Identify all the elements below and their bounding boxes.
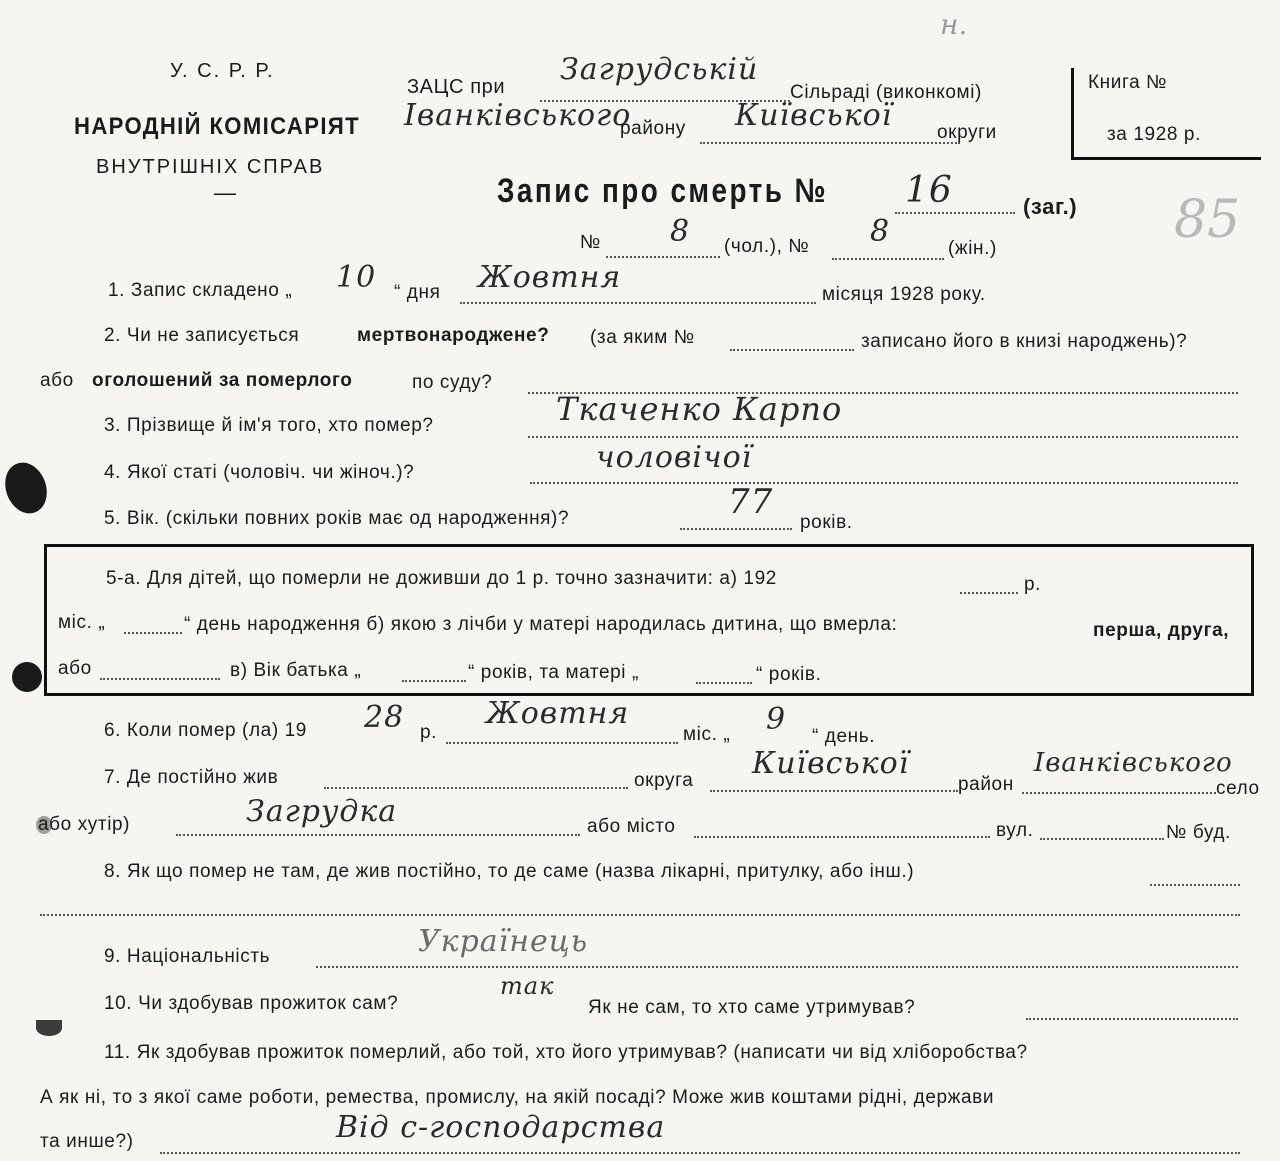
item-2-label: 2. Чи не записується — [104, 325, 300, 346]
item-3-line — [528, 436, 1238, 438]
item-7-rayon-handwritten: Іванківського — [1034, 748, 1233, 778]
item-2-end: записано його в книзі народжень)? — [861, 331, 1188, 352]
item-7-line — [324, 787, 628, 789]
item-5a-line3-pre: або — [58, 658, 92, 679]
margin-mark: 85 — [1174, 190, 1241, 250]
item-5a-line1-end: р. — [1024, 574, 1042, 595]
village-handwritten: Загрудській — [560, 52, 759, 87]
silradi-label: Сільраді (виконкомі) — [790, 82, 982, 103]
item-7b-street-line — [1040, 838, 1164, 840]
item-10-end: Як не сам, то хто саме утримував? — [588, 997, 916, 1018]
item-5-end: років. — [800, 512, 853, 533]
item-7b-vul: вул. — [996, 820, 1034, 841]
item-11-line — [160, 1152, 1240, 1154]
item-5a-father-line — [402, 680, 466, 682]
item-6-day-handwritten: 9 — [766, 702, 787, 737]
zags-label: ЗАЦС при — [407, 76, 506, 98]
page-title: Запис про смерть № — [497, 172, 829, 210]
item-5a-year-line — [960, 592, 1018, 594]
title-number-line — [895, 212, 1015, 214]
zag-label: (заг.) — [1023, 194, 1078, 219]
item-1-month-line — [460, 302, 816, 304]
item-11-line1: 11. Як здобував прожиток померлий, або той, хто його утримував? (написати чи від хліборобства? — [104, 1042, 1028, 1063]
item-6-year-handwritten: 28 — [364, 700, 405, 735]
item-5a-line1: 5-а. Для дітей, що померли не доживши до 1 р. точно зазначити: а) 192 — [106, 568, 777, 589]
item-3-label: 3. Прізвище й ім'я того, хто помер? — [104, 415, 434, 436]
item-2b-bold: оголошений за померлого — [92, 370, 353, 391]
item-4-sex-handwritten: чоловічої — [596, 440, 753, 475]
item-9-label: 9. Національність — [104, 946, 271, 967]
district-handwritten: Іванківського — [404, 98, 632, 133]
item-7b-label: або хутір) — [38, 814, 131, 835]
item-2b-pre: або — [40, 370, 74, 391]
item-5a-line3-end: “ років. — [756, 664, 822, 685]
rayonu-label: району — [620, 118, 686, 139]
item-6-mis: міс. „ — [683, 724, 731, 745]
header-department: ВНУТРІШНІХ СПРАВ — [96, 156, 325, 178]
header-commissariat: НАРОДНІЙ КОМІСАРІЯТ — [74, 113, 360, 140]
item-4-label: 4. Якої статі (чоловіч. чи жіноч.)? — [104, 462, 415, 483]
item-7-okrug-line — [710, 790, 958, 792]
item-10-value-handwritten: так — [500, 972, 555, 1000]
ink-blot — [0, 457, 54, 520]
item-5-label: 5. Вік. (скільки повних років має од народження)? — [104, 508, 570, 529]
item-6-month-line — [446, 742, 678, 744]
item-1-label: 1. Запис складено „ — [108, 280, 293, 301]
item-4-line — [530, 482, 1238, 484]
item-6-month-handwritten: Жовтня — [486, 696, 630, 731]
item-10-line — [1026, 1018, 1238, 1020]
item-3-name-handwritten: Ткаченко Карпо — [556, 390, 843, 428]
item-9-nationality-handwritten: Українець — [418, 924, 589, 959]
item-1-day-handwritten: 10 — [336, 260, 377, 295]
corner-mark: н. — [940, 8, 968, 41]
chol-label: (чол.), № — [724, 236, 810, 257]
chol-dotted-line — [606, 256, 720, 258]
item-2-bold: мертвонароджене? — [357, 325, 550, 346]
item-7b-village-handwritten: Загрудка — [246, 794, 398, 829]
okrugy-label: округи — [937, 122, 997, 143]
item-11-line2: А як ні, то з якої саме роботи, ремества, промислу, на якій посаді? Може жив коштами рідні, держави — [40, 1087, 995, 1108]
ink-smudge — [36, 816, 52, 834]
item-7-okrug-handwritten: Київської — [752, 746, 910, 781]
item-5a-line2-bold: перша, друга, — [1093, 620, 1230, 641]
zhin-dotted-line — [832, 258, 944, 260]
item-1-mid: “ дня — [394, 282, 441, 303]
item-1-end: місяця 1928 року. — [822, 284, 986, 305]
item-11-line3: та инше?) — [40, 1131, 134, 1152]
okrug-handwritten: Київської — [735, 98, 893, 133]
item-6-end: “ день. — [812, 726, 876, 747]
item-7-okruha: округа — [634, 770, 694, 791]
item-2-mid: (за яким № — [590, 327, 695, 348]
book-year: за 1928 р. — [1107, 124, 1201, 145]
item-5a-line2-pre: міс. „ — [58, 612, 106, 633]
header-dash: — — [214, 180, 237, 205]
male-count-handwritten: 8 — [670, 214, 691, 249]
record-number-handwritten: 16 — [905, 170, 953, 211]
item-6-label: 6. Коли помер (ла) 19 — [104, 720, 307, 741]
item-7b-city-line — [694, 836, 990, 838]
item-10-label: 10. Чи здобував прожиток сам? — [104, 993, 399, 1014]
item-5a-other-line — [100, 678, 220, 680]
ink-mark — [36, 1020, 62, 1036]
no-label: № — [580, 232, 601, 253]
header-ussr: У. С. Р. Р. — [170, 60, 275, 82]
item-2-number-line — [730, 349, 854, 351]
item-2b-end: по суду? — [412, 372, 493, 393]
item-5a-line3-mid2: “ років, та матері „ — [468, 662, 639, 683]
item-7b-bud: № буд. — [1166, 822, 1231, 843]
okrug-dotted-line — [700, 142, 960, 144]
item-7-label: 7. Де постійно жив — [104, 767, 279, 788]
item-7-selo: село — [1216, 778, 1260, 799]
item-8-line-b — [40, 914, 1240, 916]
item-5a-month-line — [124, 632, 182, 634]
item-5-age-handwritten: 77 — [728, 482, 774, 522]
female-count-handwritten: 8 — [870, 214, 891, 249]
book-label: Книга № — [1088, 72, 1168, 93]
item-7b-misto: або місто — [587, 816, 676, 837]
item-5a-line3-mid: в) Вік батька „ — [230, 660, 362, 681]
item-8-line-a — [1150, 884, 1240, 886]
item-1-month-handwritten: Жовтня — [478, 260, 622, 295]
item-5a-mother-line — [696, 682, 752, 684]
item-7b-village-line — [176, 834, 580, 836]
item-6-r: р. — [420, 722, 438, 743]
item-7-rayon: район — [958, 774, 1014, 795]
item-9-line — [316, 966, 1238, 968]
punch-hole-mark — [12, 662, 42, 692]
item-8-label: 8. Як що помер не там, де жив постійно, то де саме (назва лікарні, притулку, або інш.) — [104, 861, 915, 882]
item-5-line — [680, 528, 792, 530]
item-5a-line2-mid: “ день народження б) якою з лічби у матері народилась дитина, що вмерла: — [184, 614, 898, 635]
zhin-label: (жін.) — [948, 238, 997, 259]
item-11-occupation-handwritten: Від с-господарства — [336, 1110, 666, 1145]
item-7-rayon-line — [1022, 792, 1216, 794]
